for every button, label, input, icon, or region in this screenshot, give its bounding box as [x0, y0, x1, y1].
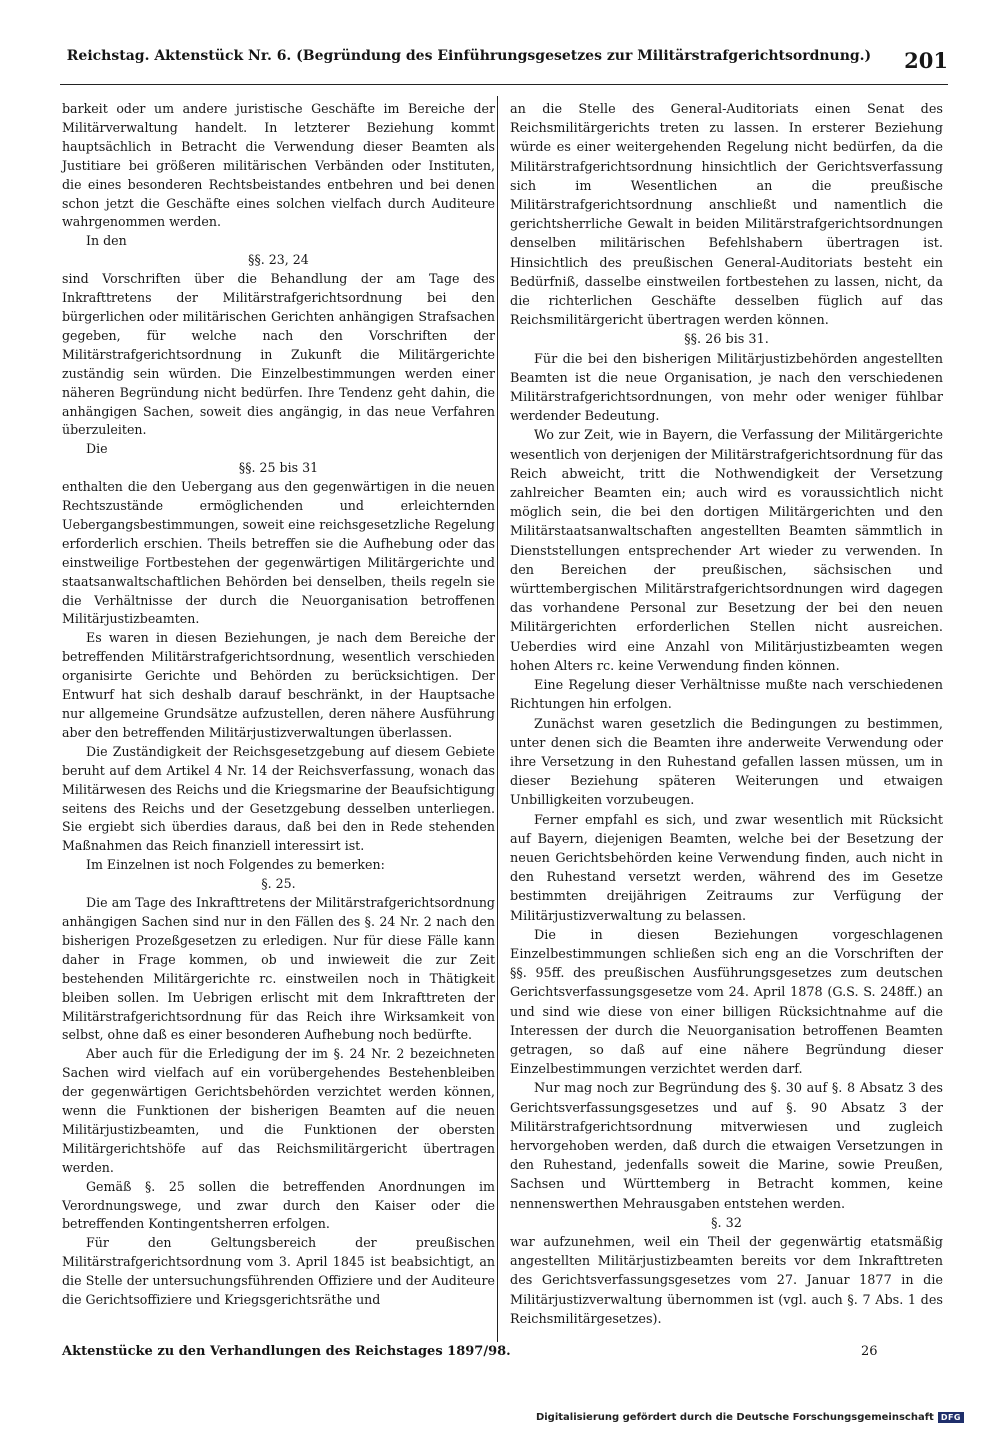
paragraph: Die am Tage des Inkrafttretens der Militärstrafgerichtsordnung anhängigen Sachen sind nur in den Fällen des §. 24 Nr. 2 nach den bisherigen Prozeßgesetzen zu erledigen. Nur für diese Fälle kann daher in Frage kommen, ob und inwieweit die zur Zeit bestehenden Militärgerichte rc. einstweilen noch in Thätigkeit bleiben sollen. Im Uebrigen erlischt mit dem Inkrafttreten der Militärstrafgerichtsordnung für das Reich ihre Wirksamkeit von selbst, ohne daß es einer besonderen Aufhebung noch bedürfte. — [62, 895, 495, 1043]
left-column — [62, 100, 495, 1310]
paragraph: Die in diesen Beziehungen vorgeschlagenen Einzelbestimmungen schließen sich eng an die Vorschriften der §§. 95ff. des preußischen Ausführungsgesetzes zum deutschen Gerichtsverfassungsgesetze vom 24. April 1878 (G.S. S. 248ff.) an und sind wie diese von einer billigen Rücksichtnahme auf die Interessen der durch die Neuorganisation betroffenen Beamten getragen, so daß auf eine nähere Begründung dieser Einzelbestimmungen verzichtet werden darf. — [510, 927, 943, 1078]
paragraph: Für die bei den bisherigen Militärjustizbehörden angestellten Beamten ist die neue Organisation, je nach den verschiedenen Militärstrafgerichtsordnungen, von mehr oder weniger fühlbar werdender Bedeutung. — [510, 351, 943, 425]
section-heading: §§. 25 bis 31 — [238, 460, 319, 476]
section-heading: §. 25. — [261, 876, 296, 892]
paragraph: Nur mag noch zur Begründung des §. 30 auf §. 8 Absatz 3 des Gerichtsverfassungsgesetzes und auf §. 90 Absatz 3 der Militärstrafgerichtsordnung mitverwiesen und zugleich hervorgehoben werden, daß durch die etwaigen Versetzungen in den Ruhestand, jedenfalls soweit die Marine, sowie Preußen, Sachsen und Württemberg in Betracht kommen, keine nennenswerthen Mehrausgaben entstehen werden. — [510, 1081, 943, 1212]
paragraph: Die — [86, 441, 108, 457]
paragraph: Zunächst waren gesetzlich die Bedingungen zu bestimmen, unter denen sich die Beamten ihre anderweite Verwendung oder ihre Versetzung in den Ruhestand gefallen lassen müssen, um in dieser Beziehung späteren Weiterungen und etwaigen Unbilligkeiten vorzubeugen. — [510, 716, 943, 809]
paragraph: Es waren in diesen Beziehungen, je nach dem Bereiche der betreffenden Militärstrafgerichtsordnung, wesentlich verschieden organisirte Gerichte und Behörden zu berücksichtigen. Der Entwurf hat sich deshalb darauf beschränkt, in der Hauptsache nur allgemeine Grundsätze aufzustellen, deren nähere Ausführung aber den betreffenden Militärjustizverwaltungen überlassen. — [62, 630, 495, 740]
header-title: Reichstag. Aktenstück Nr. 6. (Begründung des Einführungsgesetzes zur Militärstrafgerichtsordnung.) — [66, 48, 872, 64]
section-heading: §. 32 — [711, 1215, 742, 1231]
running-header — [60, 44, 948, 85]
paragraph: an die Stelle des General-Auditoriats einen Senat des Reichsmilitärgerichts treten zu lassen. In ersterer Beziehung würde es einer weitergehenden Regelung nicht bedürfen, da die Militärstrafgerichtsordnung hinsichtlich der Gerichtsverfassung sich im Wesentlichen an die preußische Militärstrafgerichtsordnung anschließt und namentlich die gerichtsherrliche Gewalt in beiden Militärstrafgerichtsordnungen denselben militärischen Befehlshabern übertragen ist. Hinsichtlich des preußischen General-Auditoriats besteht ein Bedürfniß, dasselbe einstweilen fortbestehen zu lassen, nicht, da die richterlichen Geschäfte desselben füglich auf das Reichsmilitärgericht übertragen werden können. — [510, 102, 943, 329]
section-heading: §§. 23, 24 — [248, 252, 309, 268]
paragraph: Ferner empfahl es sich, und zwar wesentlich mit Rücksicht auf Bayern, diejenigen Beamten, welche bei der Besetzung der neuen Gerichtsbehörden keine Verwendung finden, auch nicht in den Ruhestand versetzt werden, während des im Gesetze bestimmten dreijährigen Zeitraums zur Verfügung der Militärjustizverwaltung zu belassen. — [510, 812, 943, 924]
right-column — [510, 100, 943, 1329]
paragraph: Im Einzelnen ist noch Folgendes zu bemerken: — [86, 857, 385, 873]
paragraph: Die Zuständigkeit der Reichsgesetzgebung auf diesem Gebiete beruht auf dem Artikel 4 Nr. 14 der Reichsverfassung, wonach das Militärwesen des Reichs und die Kriegsmarine der Beaufsichtigung seitens des Reichs und der Gesetzgebung desselben unterliegen. Sie ergiebt sich überdies daraus, daß bei den in Rede stehenden Maßnahmen das Reich finanziell interessirt ist. — [62, 743, 495, 854]
paragraph: sind Vorschriften über die Behandlung der am Tage des Inkrafttretens der Militärstrafgerichtsordnung bei den bürgerlichen oder militärischen Gerichten anhängigen Strafsachen gegeben, für welche nach den Vorschriften der Militärstrafgerichtsordnung in Zukunft die Militärgerichte zuständig sein würden. Die Einzelbestimmungen werden einer näheren Begründung nicht bedürfen. Ihre Tendenz geht dahin, die anhängigen Sachen, soweit dies angängig, in das neue Verfahren überzuleiten. — [62, 271, 495, 438]
paragraph: Wo zur Zeit, wie in Bayern, die Verfassung der Militärgerichte wesentlich von derjenigen der Militärstrafgerichtsordnung für das Reich abweicht, tritt die Nothwendigkeit der Versetzung zahlreicher Beamten ein; auch wird es voraussichtlich nicht möglich sein, die bei den dortigen Militärgerichten und den Militärstaatsanwaltschaften angestellten Beamten sämmtlich in Dienststellungen entsprechender Art wieder zu verwenden. In den Bereichen der preußischen, sächsischen und württembergischen Militärstrafgerichtsordnungen wird dagegen das vorhandene Personal zur Besetzung der bei den neuen Militärgerichten erforderlichen Stellen nicht ausreichen. Ueberdies wird eine Anzahl von Militärjustizbeamten wegen hohen Alters rc. keine Verwendung finden können. — [510, 428, 943, 674]
footer-sheet-number: 26 — [861, 1344, 878, 1359]
paragraph: enthalten die den Uebergang aus den gegenwärtigen in die neuen Rechtszustände ermöglichenden und erleichternden Uebergangsbestimmungen, soweit eine reichsgesetzliche Regelung erforderlich erschien. Theils betreffen sie die Aufhebung oder das einstweilige Fortbestehen der gegenwärtigen Militärgerichte und staatsanwaltschaftlichen Behörden bei denselben, theils regeln sie die Verhältnisse der durch die Neuorganisation betroffenen Militärjustizbeamten. — [62, 479, 495, 627]
page-number: 201 — [904, 48, 948, 73]
paragraph: barkeit oder um andere juristische Geschäfte im Bereiche der Militärverwaltung handelt. In letzterer Beziehung kommt hauptsächlich in Betracht die Verwendung dieser Beamten als Justitiare bei größeren militärischen Verbänden oder Instituten, die eines besonderen Rechtsbeistandes entbehren und bei denen schon jetzt die Geschäfte eines solchen vielfach durch Auditeure wahrgenommen werden. — [62, 101, 495, 230]
paragraph: war aufzunehmen, weil ein Theil der gegenwärtig etatsmäßig angestellten Militärjustizbeamten bereits vor dem Inkrafttreten des Gerichtsverfassungsgesetzes vom 27. Januar 1877 in die Militärjustizverwaltung übernommen ist (vgl. auch §. 7 Abs. 1 des Reichsmilitärgesetzes). — [510, 1234, 943, 1327]
paragraph: Aber auch für die Erledigung der im §. 24 Nr. 2 bezeichneten Sachen wird vielfach auf ein vorübergehendes Bestehenbleiben der gegenwärtigen Gerichtsbehörden verzichtet werden können, wenn die Funktionen der bisherigen Beamten auf die neuen Militärjustizbeamten, und die Funktionen der obersten Militärgerichtshöfe auf das Reichsmilitärgericht übertragen werden. — [62, 1046, 495, 1175]
footer-publication: Aktenstücke zu den Verhandlungen des Reichstages 1897/98. — [62, 1344, 511, 1359]
column-divider — [497, 96, 498, 1342]
page-footer — [62, 1344, 948, 1366]
section-heading: §§. 26 bis 31. — [684, 332, 769, 348]
paragraph: Eine Regelung dieser Verhältnisse mußte nach verschiedenen Richtungen hin erfolgen. — [510, 678, 943, 713]
dfg-logo: DFG — [938, 1412, 964, 1423]
digitization-credit — [536, 1410, 964, 1424]
paragraph: Gemäß §. 25 sollen die betreffenden Anordnungen im Verordnungswege, und zwar durch den Kaiser oder die betreffenden Kontingentsherren erfolgen. — [62, 1178, 495, 1232]
credit-text: Digitalisierung gefördert durch die Deutsche Forschungsgemeinschaft — [535, 1411, 934, 1423]
paragraph: In den — [86, 233, 127, 249]
paragraph: Für den Geltungsbereich der preußischen Militärstrafgerichtsordnung vom 3. April 1845 ist beabsichtigt, an die Stelle der untersuchungsführenden Offiziere und der Auditeure die Gerichtsoffiziere und Kriegsgerichtsräthe und — [62, 1235, 495, 1308]
